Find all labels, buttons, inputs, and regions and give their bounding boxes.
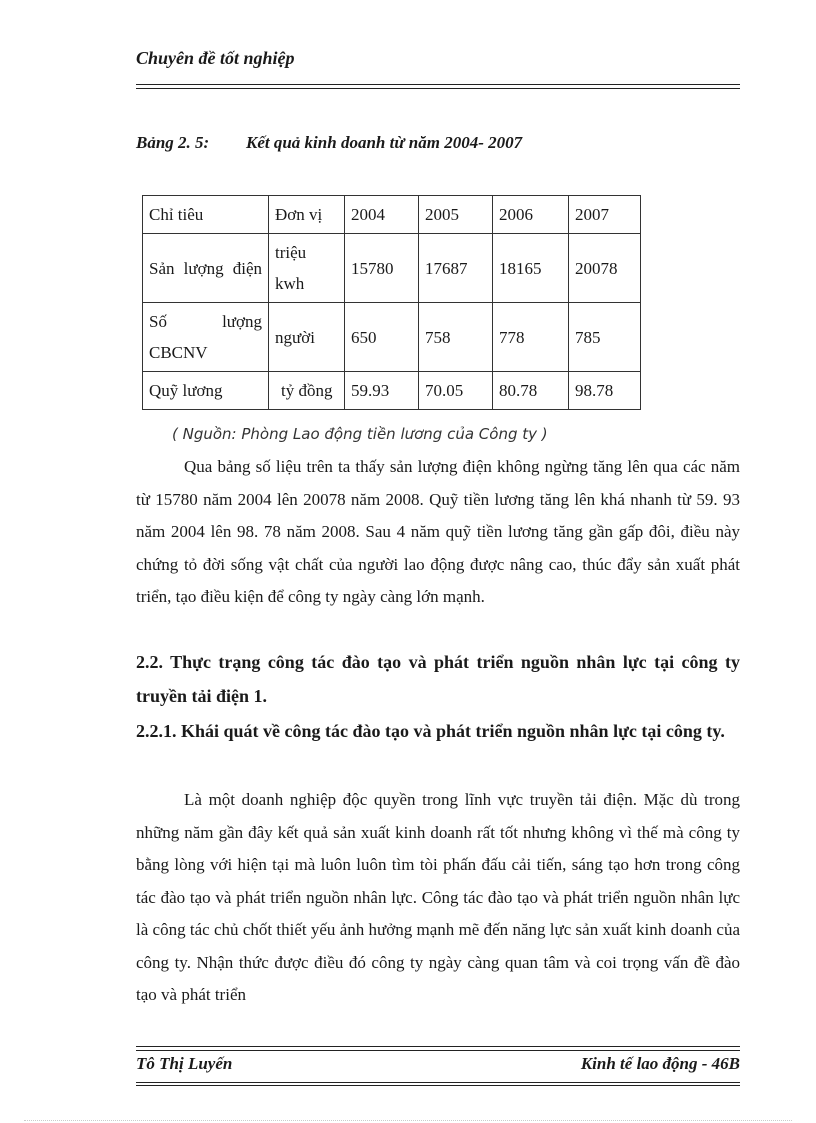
subsection-heading: 2.2.1. Khái quát về công tác đào tạo và phát triển nguồn nhân lực tại công ty.	[136, 721, 725, 741]
table-cell: tỷ đồng	[269, 372, 345, 410]
table-cell: 18165	[493, 234, 569, 303]
table-cell: 17687	[419, 234, 493, 303]
header-rule	[136, 88, 740, 89]
footer-rule	[136, 1050, 740, 1051]
table-header-cell: Đơn vị	[269, 196, 345, 234]
table-cell: 59.93	[345, 372, 419, 410]
footer-author: Tô Thị Luyến	[136, 1054, 233, 1073]
table-cell: 70.05	[419, 372, 493, 410]
footer-class: Kinh tế lao động - 46B	[580, 1054, 740, 1073]
table-cell: 785	[569, 303, 641, 372]
table-title: Kết quả kinh doanh từ năm 2004- 2007	[246, 133, 523, 152]
results-table	[142, 195, 641, 410]
paragraph: Qua bảng số liệu trên ta thấy sản lượng điện không ngừng tăng lên qua các năm từ 15780 năm 2004 lên 20078 năm 2008. Quỹ tiền lương tăng lên khá nhanh từ 59. 93 năm 2004 lên 98. 78 năm 2008. Sau 4 năm quỹ tiền lương tăng gần gấp đôi, điều này chứng tỏ đời sống vật chất của người lao động được nâng cao, thúc đẩy sản xuất phát triển, tạo điều kiện để công ty ngày càng lớn mạnh.	[136, 457, 740, 606]
table-row	[143, 234, 641, 303]
table-cell: người	[269, 303, 345, 372]
table-cell: 778	[493, 303, 569, 372]
table-row	[143, 372, 641, 410]
table-cell: 15780	[345, 234, 419, 303]
section-heading: 2.2. Thực trạng công tác đào tạo và phát triển nguồn nhân lực tại công ty truyền tải điện 1.	[136, 652, 740, 706]
header-rule	[136, 84, 740, 85]
table-cell: 20078	[569, 234, 641, 303]
page-edge-divider	[24, 1120, 792, 1121]
table-cell: 758	[419, 303, 493, 372]
table-row	[143, 303, 641, 372]
table-header-cell: 2007	[569, 196, 641, 234]
table-cell: triệu kwh	[269, 234, 345, 303]
table-header-cell: 2005	[419, 196, 493, 234]
table-header-row	[143, 196, 641, 234]
paragraph: Là một doanh nghiệp độc quyền trong lĩnh vực truyền tải điện. Mặc dù trong những năm gần đây kết quả sản xuất kinh doanh rất tốt nhưng không vì thế mà công ty bằng lòng với hiện tại mà luôn luôn tìm tòi phấn đấu cải tiến, sáng tạo hơn trong công tác đào tạo và phát triển nguồn nhân lực. Công tác đào tạo và phát triển nguồn nhân lực là công tác chủ chốt thiết yếu ảnh hưởng mạnh mẽ đến năng lực sản xuất kinh doanh của công ty. Nhận thức được điều đó công ty ngày càng quan tâm và coi trọng vấn đề đào tạo và phát triển	[136, 790, 740, 1004]
table-cell: Quỹ lương	[143, 372, 269, 410]
footer-rule	[136, 1046, 740, 1047]
footer-bottom-rule	[136, 1082, 740, 1083]
table-caption	[136, 133, 522, 153]
table-number: Bảng 2. 5:	[136, 133, 210, 152]
table-header-cell: 2006	[493, 196, 569, 234]
page-footer	[136, 1054, 740, 1074]
source-note: ( Nguồn: Phòng Lao động tiền lương của Công ty )	[172, 425, 548, 443]
table-cell: 650	[345, 303, 419, 372]
table-header-cell: 2004	[345, 196, 419, 234]
table-cell: 80.78	[493, 372, 569, 410]
page-header-title: Chuyên đề tốt nghiệp	[136, 48, 295, 68]
table-cell: 98.78	[569, 372, 641, 410]
footer-bottom-rule	[136, 1085, 740, 1086]
table-cell: Sản lượng điện	[143, 234, 269, 303]
table-cell: Số lượng CBCNV	[143, 303, 269, 372]
table-header-cell: Chỉ tiêu	[143, 196, 269, 234]
